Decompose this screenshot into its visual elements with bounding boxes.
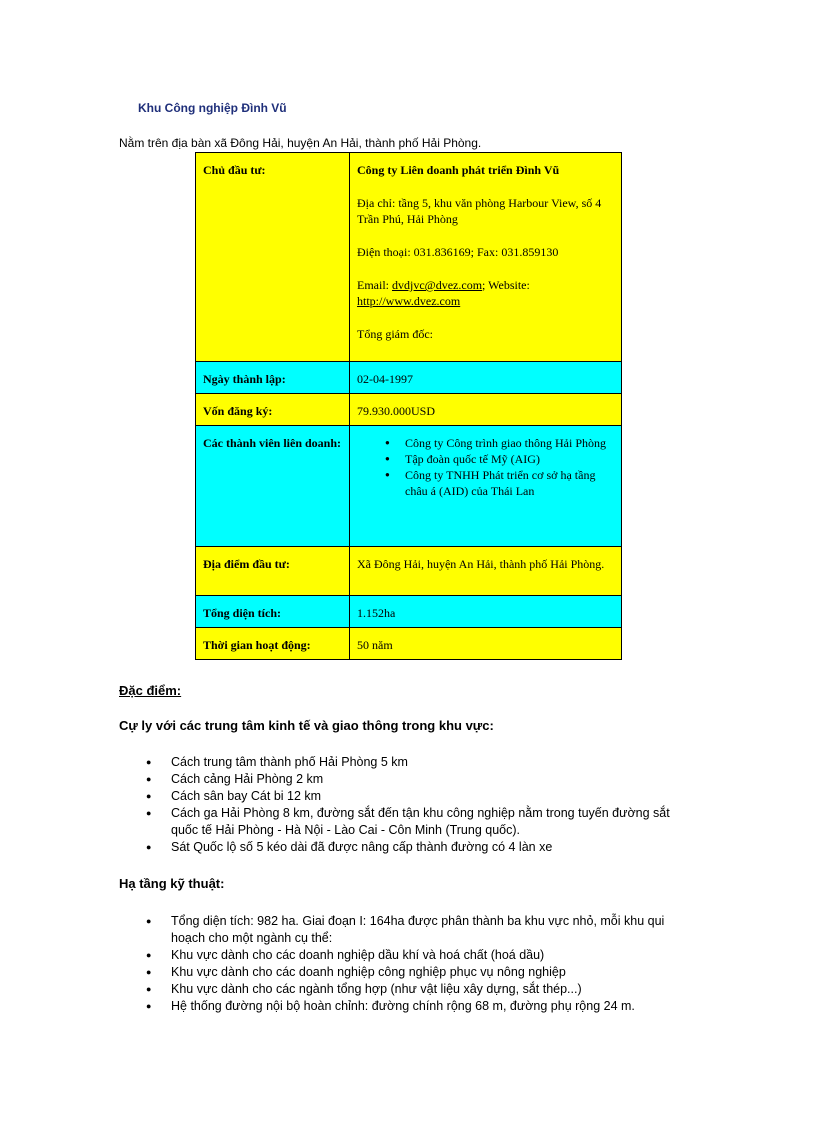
infra-heading: Hạ tầng kỹ thuật:: [119, 876, 225, 891]
infra-list: [146, 913, 698, 1015]
list-item: ● Tổng diện tích: 982 ha. Giai đoạn I: 164ha được phân thành ba khu vực nhỏ, mỗi khu qui hoạch cho một ngành cụ thể:: [146, 913, 698, 947]
website-label: ; Website:: [482, 278, 530, 292]
founded-label: Ngày thành lập:: [196, 362, 350, 394]
duration-value: 50 năm: [350, 628, 622, 660]
table-row: [196, 547, 622, 596]
table-row: [196, 362, 622, 394]
members-label: Các thành viên liên doanh:: [196, 426, 350, 547]
investor-director: Tổng giám đốc:: [357, 327, 433, 341]
email-link[interactable]: dvdjvc@dvez.com: [392, 278, 483, 292]
list-item: ● Cách sân bay Cát bi 12 km: [146, 788, 698, 805]
table-row: [196, 596, 622, 628]
investor-contact: [357, 277, 614, 309]
website-link[interactable]: http://www.dvez.com: [357, 294, 461, 308]
table-row: [196, 426, 622, 547]
investor-company: Công ty Liên doanh phát triển Đình Vũ: [357, 163, 560, 177]
investor-label: Chủ đầu tư:: [196, 153, 350, 362]
founded-value: 02-04-1997: [350, 362, 622, 394]
list-item: ● Khu vực dành cho các doanh nghiệp dầu khí và hoá chất (hoá dầu): [146, 947, 698, 964]
table-row: [196, 628, 622, 660]
investor-phone-fax: Điện thoại: 031.836169; Fax: 031.859130: [357, 245, 559, 259]
list-item: ● Công ty TNHH Phát triển cơ sở hạ tầng châu á (AID) của Thái Lan: [405, 467, 614, 499]
list-item: ● Công ty Công trình giao thông Hải Phòng: [405, 435, 614, 451]
email-label: Email:: [357, 278, 392, 292]
investor-address: Địa chỉ: tầng 5, khu văn phòng Harbour View, số 4 Trần Phú, Hải Phòng: [357, 196, 602, 226]
list-item: ● Khu vực dành cho các doanh nghiệp công nghiệp phục vụ nông nghiệp: [146, 964, 698, 981]
list-item: ● Khu vực dành cho các ngành tổng hợp (như vật liệu xây dựng, sắt thép...): [146, 981, 698, 998]
table-row: [196, 394, 622, 426]
distance-list: [146, 754, 698, 856]
duration-label: Thời gian hoạt động:: [196, 628, 350, 660]
members-list: [357, 435, 614, 499]
capital-label: Vốn đăng ký:: [196, 394, 350, 426]
capital-value: 79.930.000USD: [350, 394, 622, 426]
list-item: ● Cách trung tâm thành phố Hải Phòng 5 km: [146, 754, 698, 771]
investor-cell: [350, 153, 622, 362]
list-item: ● Cách ga Hải Phòng 8 km, đường sắt đến tận khu công nghiệp nằm trong tuyến đường sắt quốc tế Hải Phòng - Hà Nội - Lào Cai - Côn Minh (Trung quốc).: [146, 805, 698, 839]
area-label: Tổng diện tích:: [196, 596, 350, 628]
list-item: ● Tập đoàn quốc tế Mỹ (AIG): [405, 451, 614, 467]
info-table: [195, 152, 622, 660]
location-value: Xã Đông Hải, huyện An Hải, thành phố Hải Phòng.: [350, 547, 622, 596]
intro-text: Nằm trên địa bàn xã Đông Hải, huyện An Hải, thành phố Hải Phòng.: [119, 136, 482, 150]
location-label: Địa điểm đầu tư:: [196, 547, 350, 596]
page-title: Khu Công nghiệp Đình Vũ: [138, 101, 287, 115]
distance-heading: Cự ly với các trung tâm kinh tế và giao thông trong khu vực:: [119, 718, 494, 733]
list-item: ● Cách cảng Hải Phòng 2 km: [146, 771, 698, 788]
features-heading: Đặc điểm:: [119, 683, 182, 698]
table-row: [196, 153, 622, 362]
list-item: ● Hệ thống đường nội bộ hoàn chỉnh: đường chính rộng 68 m, đường phụ rộng 24 m.: [146, 998, 698, 1015]
list-item: ● Sát Quốc lộ số 5 kéo dài đã được nâng cấp thành đường có 4 làn xe: [146, 839, 698, 856]
members-cell: [350, 426, 622, 547]
area-value: 1.152ha: [350, 596, 622, 628]
